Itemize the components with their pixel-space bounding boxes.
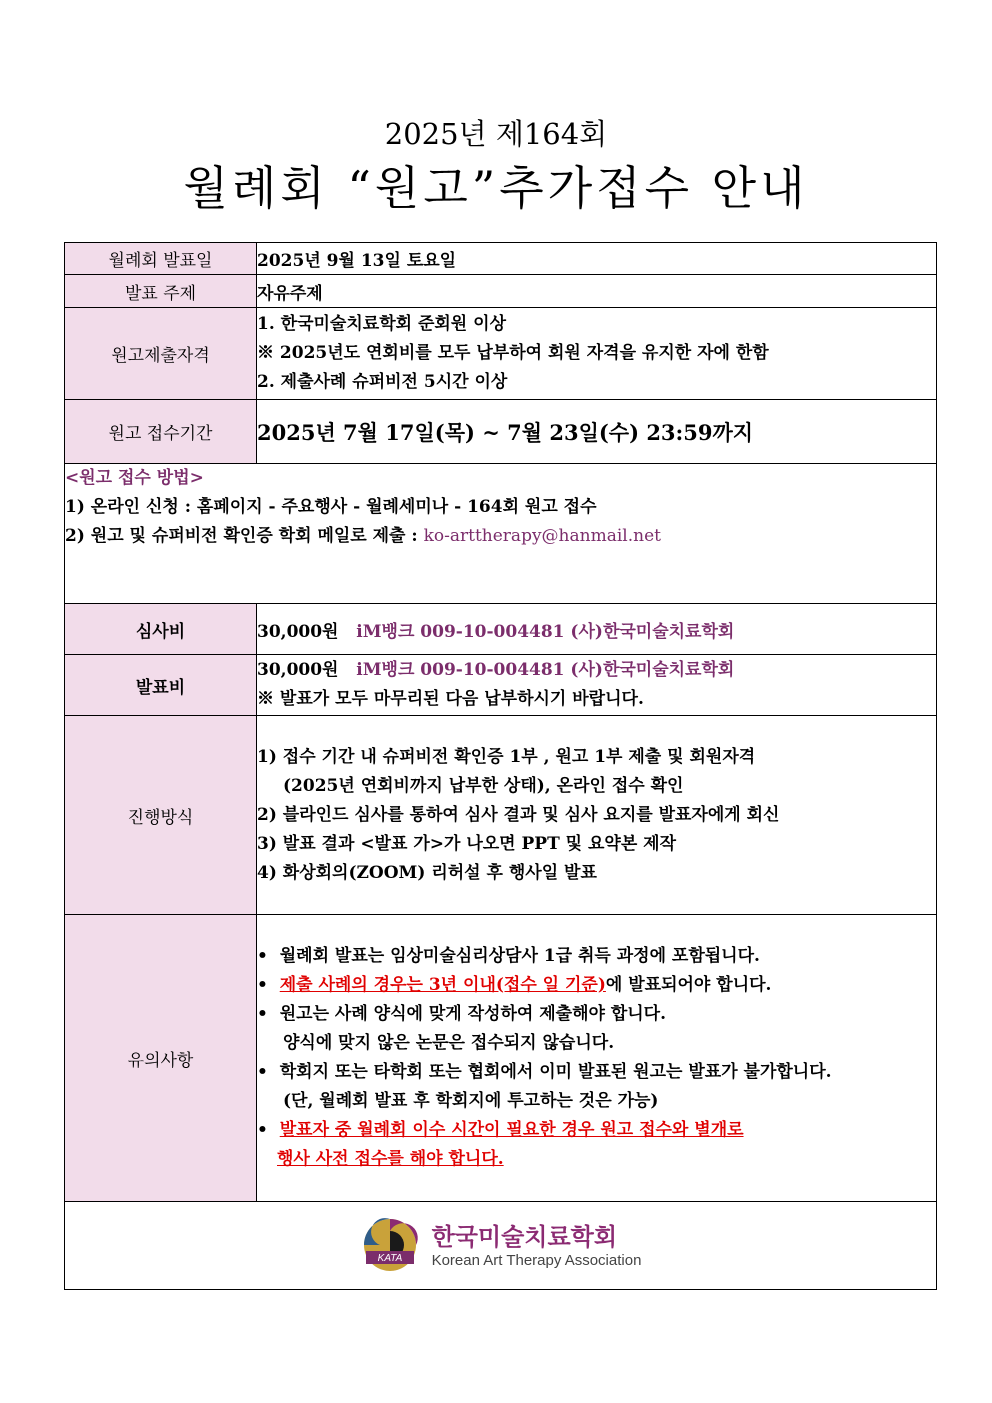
presentation-fee-note: ※ 발표가 모두 마무리된 다음 납부하시기 바랍니다.	[257, 689, 644, 709]
value-topic: 자유주제	[257, 275, 937, 308]
row-process	[65, 716, 937, 915]
row-review-fee	[65, 604, 937, 655]
note-5-highlight: 발표자 중 월례회 이수 시간이 필요한 경우 원고 접수와 별개로	[279, 1120, 744, 1140]
note-5-cont: 행사 사전 접수를 해야 합니다.	[277, 1149, 504, 1169]
review-fee-account: iM뱅크 009-10-004481 (사)한국미술치료학회	[356, 621, 735, 642]
note-2-highlight: 제출 사례의 경우는 3년 이내(접수 일 기준)	[279, 975, 606, 995]
row-notes	[65, 915, 937, 1202]
label-process: 진행방식	[65, 716, 257, 915]
note-4-cont: (단, 월례회 발표 후 학회지에 투고하는 것은 가능)	[283, 1091, 659, 1111]
qualification-line-1: 1. 한국미술치료학회 준회원 이상	[257, 314, 506, 334]
logo-abbr: KATA	[377, 1253, 402, 1264]
note-3: • 원고는 사례 양식에 맞게 작성하여 제출해야 합니다.	[257, 1004, 667, 1024]
value-notes	[257, 915, 937, 1202]
label-review-fee: 심사비	[65, 604, 257, 655]
row-method	[65, 464, 937, 604]
document-subtitle: 2025년 제164회	[384, 117, 608, 151]
note-3-cont: 양식에 맞지 않은 논문은 접수되지 않습니다.	[283, 1033, 615, 1053]
info-table	[64, 242, 937, 1290]
qualification-line-2: ※ 2025년도 연회비를 모두 납부하여 회원 자격을 유지한 자에 한함	[257, 343, 769, 363]
presentation-fee-account: iM뱅크 009-10-004481 (사)한국미술치료학회	[356, 660, 735, 680]
note-2: • 제출 사례의 경우는 3년 이내(접수 일 기준)에 발표되어야 합니다.	[257, 975, 772, 995]
bullet: •	[257, 1062, 268, 1082]
logo-english-name: Korean Art Therapy Association	[431, 1252, 642, 1269]
row-date	[65, 243, 937, 275]
logo-korean-name: 한국미술치료학회	[431, 1223, 618, 1251]
value-review-fee	[257, 604, 937, 655]
method-heading: <원고 접수 방법>	[65, 468, 204, 488]
value-presentation-fee	[257, 655, 937, 716]
note-5	[257, 1116, 936, 1145]
method-cell	[65, 464, 937, 604]
row-period	[65, 400, 937, 464]
process-line-3: 2) 블라인드 심사를 통하여 심사 결과 및 심사 요지를 발표자에게 회신	[257, 804, 780, 825]
process-line-5: 4) 화상회의(ZOOM) 리허설 후 행사일 발표	[257, 862, 597, 883]
note-1: • 월례회 발표는 임상미술심리상담사 1급 취득 과정에 포함됩니다.	[257, 946, 760, 966]
review-fee-amount: 30,000원	[257, 621, 339, 642]
row-topic	[65, 275, 937, 308]
method-line-1: 1) 온라인 신청 : 홈페이지 - 주요행사 - 월례세미나 - 164회 원고 접수	[65, 497, 597, 517]
presentation-fee-amount: 30,000원	[257, 660, 339, 680]
kata-emblem-icon	[360, 1211, 424, 1275]
row-presentation-fee	[65, 655, 937, 716]
process-line-1: 1) 접수 기간 내 슈퍼비전 확인증 1부 , 원고 1부 제출 및 회원자격	[257, 746, 756, 767]
logo-cell	[65, 1202, 937, 1290]
process-line-4: 3) 발표 결과 <발표 가>가 나오면 PPT 및 요약본 제작	[257, 833, 677, 854]
value-process	[257, 716, 937, 915]
label-qualification: 원고제출자격	[65, 308, 257, 400]
value-period: 2025년 7월 17일(목) ~ 7월 23일(수) 23:59까지	[257, 400, 937, 464]
bullet: •	[257, 1120, 268, 1140]
document-title: 월례회 “원고”추가접수 안내	[183, 161, 809, 215]
qualification-line-3: 2. 제출사례 슈퍼비전 5시간 이상	[257, 372, 508, 392]
label-presentation-fee: 발표비	[65, 655, 257, 716]
method-line-2	[65, 522, 936, 551]
kata-logo	[360, 1211, 642, 1275]
bullet: •	[257, 1004, 268, 1024]
label-notes: 유의사항	[65, 915, 257, 1202]
logo-text	[432, 1217, 642, 1269]
value-date: 2025년 9월 13일 토요일	[257, 243, 937, 275]
label-period: 원고 접수기간	[65, 400, 257, 464]
value-qualification	[257, 308, 937, 400]
bullet: •	[257, 975, 268, 995]
note-4: • 학회지 또는 타학회 또는 협회에서 이미 발표된 원고는 발표가 불가합니다.	[257, 1062, 832, 1082]
bullet: •	[257, 946, 268, 966]
email-link[interactable]: ko-arttherapy@hanmail.net	[423, 526, 661, 546]
label-date: 월례회 발표일	[65, 243, 257, 275]
presentation-fee-line	[257, 656, 936, 685]
process-line-2: (2025년 연회비까지 납부한 상태), 온라인 접수 확인	[283, 775, 684, 796]
row-logo	[65, 1202, 937, 1290]
label-topic: 발표 주제	[65, 275, 257, 308]
method-line-2-prefix: 2) 원고 및 슈퍼비전 확인증 학회 메일로 제출 :	[65, 526, 424, 546]
row-qualification	[65, 308, 937, 400]
